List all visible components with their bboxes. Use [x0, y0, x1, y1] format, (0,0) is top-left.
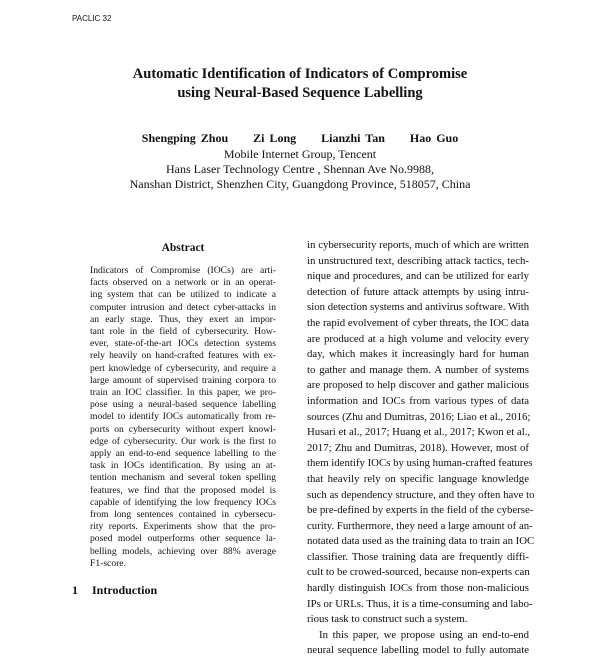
abstract-line: facts observed on a network or in an operat- — [90, 277, 276, 289]
abstract-line: large amount of supervised training corpora to — [90, 374, 276, 386]
page-header: PACLIC 32 — [72, 14, 112, 23]
abstract-heading: Abstract — [161, 242, 205, 254]
body-line: be pre-defined by experts in the field of the cyberse- — [307, 504, 534, 517]
body-line: neural sequence labelling model to fully automate — [307, 644, 529, 657]
abstract-line: an early stage. Thus, they exert an impor- — [90, 313, 276, 325]
author-list: Shengping Zhou Zi Long Lianzhi Tan Hao Guo — [141, 131, 459, 145]
abstract-line: pert knowledge of cybersecurity, and require a — [90, 362, 276, 374]
body-line: are proposed to help discover and gather malicious — [307, 379, 529, 392]
abstract-line: model to identify IOCs automatically from re- — [90, 411, 276, 423]
body-line: sion detection systems and antivirus software. With — [307, 301, 530, 314]
affiliation-line-1: Mobile Internet Group, Tencent — [223, 147, 377, 161]
paper-title-line-1: Automatic Identification of Indicators of Compromise — [132, 66, 468, 82]
body-line: sources (Zhu and Dumitras, 2016; Liao et al., 2016; — [307, 410, 531, 423]
right-column-body — [307, 238, 535, 659]
body-line: in unstructured text, describing attack tactics, tech- — [307, 254, 529, 267]
section-number: 1 — [72, 583, 78, 597]
body-line: to gather and manage them. A number of systems — [307, 363, 529, 376]
abstract-line: edge of cybersecurity. Our work is the first to — [90, 435, 276, 447]
body-line: day, which makes it increasingly hard for human — [307, 348, 529, 361]
abstract-line: F1-score. — [90, 557, 126, 569]
abstract-line: task in IOCs identification. By using an at- — [90, 460, 276, 472]
body-line: In this paper, we propose using an end-to-end — [319, 628, 529, 641]
abstract-line: tant role in the field of cybersecurity. How- — [90, 326, 276, 338]
body-line: that heavily rely on specific language knowledge — [307, 472, 529, 485]
paper-title-line-2: using Neural-Based Sequence Labelling — [177, 85, 423, 101]
body-line: the rapid evolvement of cyber threats, the IOC data — [307, 316, 529, 329]
body-line: rious task to construct such a system. — [307, 613, 468, 626]
abstract-line: train an IOC classifier. In this paper, we pro- — [90, 387, 276, 399]
body-line: classifier. Those training data are frequently diffi- — [307, 550, 529, 563]
abstract-body — [90, 265, 276, 570]
body-line: are produced at a high volume and velocity every — [307, 332, 529, 345]
body-line: notated data used as the training data to train an IOC — [307, 535, 535, 548]
body-line: detection of future attack attempts by using intru- — [307, 285, 529, 298]
body-line: them identify IOCs by using human-crafted features — [307, 457, 533, 470]
section-title: Introduction — [92, 583, 158, 597]
body-line: nique and procedures, and can be utilized for early — [307, 270, 529, 283]
body-line: information and IOCs from various types of data — [307, 394, 529, 407]
section-heading-introduction — [72, 583, 157, 598]
abstract-line: ing system that can be utilized to indicate a — [90, 289, 276, 301]
abstract-line: pose using a neural-based sequence labelling — [90, 399, 276, 411]
body-line: such as dependency structure, and they often have to — [307, 488, 535, 501]
body-line: 2017; Zhu and Dumitras, 2018). However, most of — [307, 441, 529, 454]
body-line: curity. Furthermore, they need a large amount of an- — [307, 519, 533, 532]
body-line: cult to be crowed-sourced, because non-experts can — [307, 566, 530, 579]
abstract-line: computer intrusion and detect cyber-attacks in — [90, 301, 276, 313]
abstract-line: posed model outperforms other sequence la- — [90, 533, 276, 545]
abstract-line: rely heavily on hand-crafted features with ex- — [90, 350, 276, 362]
abstract-line: capable of identifying the low frequency IOCs — [90, 496, 276, 508]
body-line: IPs or URLs. Thus, it is a time-consuming and labo- — [307, 597, 533, 610]
body-line: hardly distinguish IOCs from those non-malicious — [307, 582, 529, 595]
body-line: in cybersecurity reports, much of which are written — [307, 239, 529, 251]
abstract-line: ever, state-of-the-art IOCs detection systems — [90, 338, 276, 350]
affiliation-line-2: Hans Laser Technology Centre , Shennan Ave No.9988, — [166, 162, 434, 176]
abstract-line: Indicators of Compromise (IOCs) are arti- — [90, 265, 276, 276]
abstract-line: tention mechanism and several token spelling — [90, 472, 276, 484]
affiliation-line-3: Nanshan District, Shenzhen City, Guangdong Province, 518057, China — [129, 177, 471, 191]
abstract-line: features, we find that the proposed model is — [90, 484, 276, 496]
abstract-line: from long sentences contained in cybersecu- — [90, 509, 276, 521]
abstract-line: ports on cybersecurity without expert knowl- — [90, 423, 276, 435]
abstract-line: rity reports. Experiments show that the pro- — [90, 521, 276, 533]
abstract-line: belling models, achieving over 88% average — [90, 545, 276, 557]
abstract-line: apply an end-to-end sequence labelling to the — [90, 448, 276, 460]
body-line: Husari et al., 2017; Huang et al., 2017; Kwon et al., — [307, 426, 531, 439]
